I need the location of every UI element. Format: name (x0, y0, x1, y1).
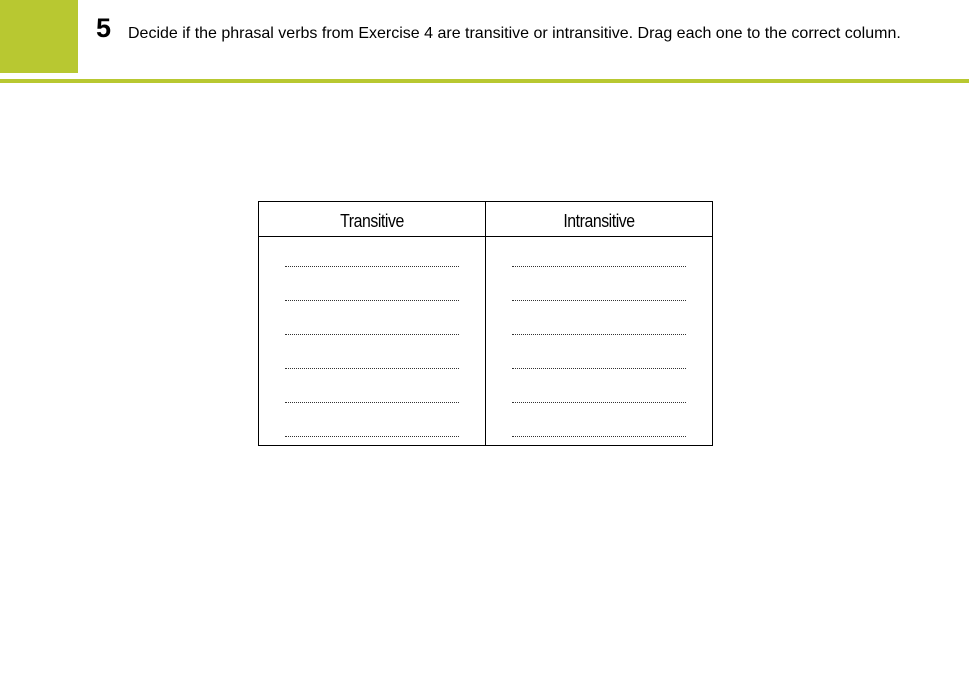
drop-slot-transitive-2[interactable] (285, 299, 459, 301)
exercise-number: 5 (96, 13, 112, 43)
row-gap (711, 372, 712, 373)
header-divider (0, 79, 969, 83)
drop-slot-transitive-6[interactable] (285, 435, 459, 437)
row-gap (711, 270, 712, 271)
drop-slot-intransitive-5[interactable] (512, 401, 686, 403)
column-header-intransitive: Intransitive (563, 211, 635, 231)
row-gap (711, 338, 712, 339)
exercise-instruction: Decide if the phrasal verbs from Exercise 4 are transitive or intransitive. Drag each one to the correct column. (128, 25, 901, 42)
drop-slot-transitive-5[interactable] (285, 401, 459, 403)
drop-slot-transitive-4[interactable] (285, 367, 459, 369)
drop-slot-intransitive-1[interactable] (512, 265, 686, 267)
column-divider (485, 202, 486, 445)
header-row-divider (259, 236, 712, 237)
row-gap (711, 304, 712, 305)
column-header-transitive: Transitive (340, 211, 404, 231)
drop-slot-transitive-3[interactable] (285, 333, 459, 335)
drop-slot-intransitive-6[interactable] (512, 435, 686, 437)
drop-slot-intransitive-4[interactable] (512, 367, 686, 369)
drop-slot-transitive-1[interactable] (285, 265, 459, 267)
accent-block (0, 0, 78, 73)
row-gap (711, 440, 712, 441)
drop-slot-intransitive-3[interactable] (512, 333, 686, 335)
row-gap (711, 406, 712, 407)
drop-slot-intransitive-2[interactable] (512, 299, 686, 301)
drag-drop-table (258, 201, 713, 446)
